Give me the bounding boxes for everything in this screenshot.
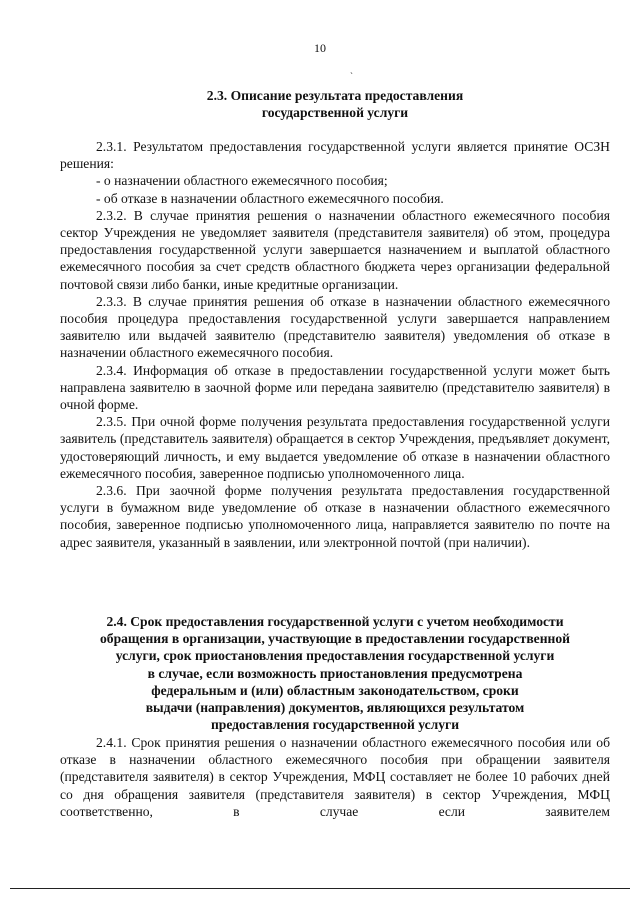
heading-line: предоставления государственной услуги: [210, 717, 460, 733]
heading-line: выдачи (направления) документов, являющихся результатом: [145, 700, 525, 716]
page-number: 10: [314, 41, 326, 55]
section-2-3-body: [60, 138, 610, 551]
list-item: - о назначении областного ежемесячного пособия;: [96, 173, 388, 189]
heading-line: федеральным и (или) областным законодательством, сроки: [151, 682, 519, 698]
section-2-4-body: [60, 734, 610, 820]
section-heading-2-4: [60, 613, 610, 733]
paragraph-2-3-4: 2.3.4. Информация об отказе в предоставлении государственной услуги может быть направлена заявителю в заочной форме или передана заявителю (представителю заявителя) в очной форме.: [60, 362, 610, 413]
paragraph-2-3-1: 2.3.1. Результатом предоставления государственной услуги является принятие ОСЗН решения:: [60, 139, 610, 172]
paragraph-2-3-3: 2.3.3. В случае принятия решения об отказе в назначении областного ежемесячного пособия процедура предоставления государственной услуги завершается направлением заявителю или выдачей заявителю (представителю заявителя) уведомления об отказе в назначении областного ежемесячного пособия.: [60, 293, 610, 361]
paragraph-2-3-5: 2.3.5. При очной форме получения результата предоставления государственной услуги заявитель (представитель заявителя) обращается в сектор Учреждения, предъявляет документ, удостоверяющий личность, и ему выдается уведомление об отказе в назначении областного ежемесячного пособия, заверенное подписью уполномоченного лица.: [60, 414, 610, 481]
section-heading-2-3: [60, 87, 610, 121]
heading-line: в случае, если возможность приостановления предусмотрена: [147, 665, 523, 681]
list-item: - об отказе в назначении областного ежемесячного пособия.: [96, 190, 444, 206]
paragraph-2-3-6: 2.3.6. При заочной форме получения результата предоставления государственной услуги в бумажном виде уведомление об отказе в назначении областного ежемесячного пособия, заверенное подписью уполномоченного лица, направляется заявителю по почте на адрес заявителя, указанный в заявлении, или электронной почтой (при наличии).: [60, 483, 610, 550]
paragraph-2-4-1: 2.4.1. Срок принятия решения о назначении областного ежемесячного пособия или об отказе в назначении областного ежемесячного пособия при обращении заявителя (представителя заявителя) в сектор Учреждения, МФЦ составляет не более 10 рабочих дней со дня обращения заявителя (представителя заявителя) в сектор Учреждения, МФЦ соответственно, в случае если заявителем: [60, 735, 610, 819]
scan-mark: `: [350, 71, 353, 81]
heading-line: 2.3. Описание результата предоставления: [206, 88, 464, 103]
paragraph-2-3-2: 2.3.2. В случае принятия решения о назначении областного ежемесячного пособия сектор Учреждения не уведомляет заявителя (представителя заявителя) об этом, процедура предоставления государственной услуги завершается назначением и выплатой областного ежемесячного пособия за счет средств областного бюджета через организации федеральной почтовой связи либо банки, иные кредитные организации.: [60, 207, 610, 292]
heading-line: государственной услуги: [261, 105, 409, 121]
heading-line: обращения в организации, участвующие в предоставлении государственной: [99, 631, 571, 647]
heading-line: услуги, срок приостановления предоставления государственной услуги: [115, 648, 555, 664]
page-bottom-rule: [10, 888, 630, 889]
heading-line: 2.4. Срок предоставления государственной услуги с учетом необходимости: [106, 614, 564, 629]
